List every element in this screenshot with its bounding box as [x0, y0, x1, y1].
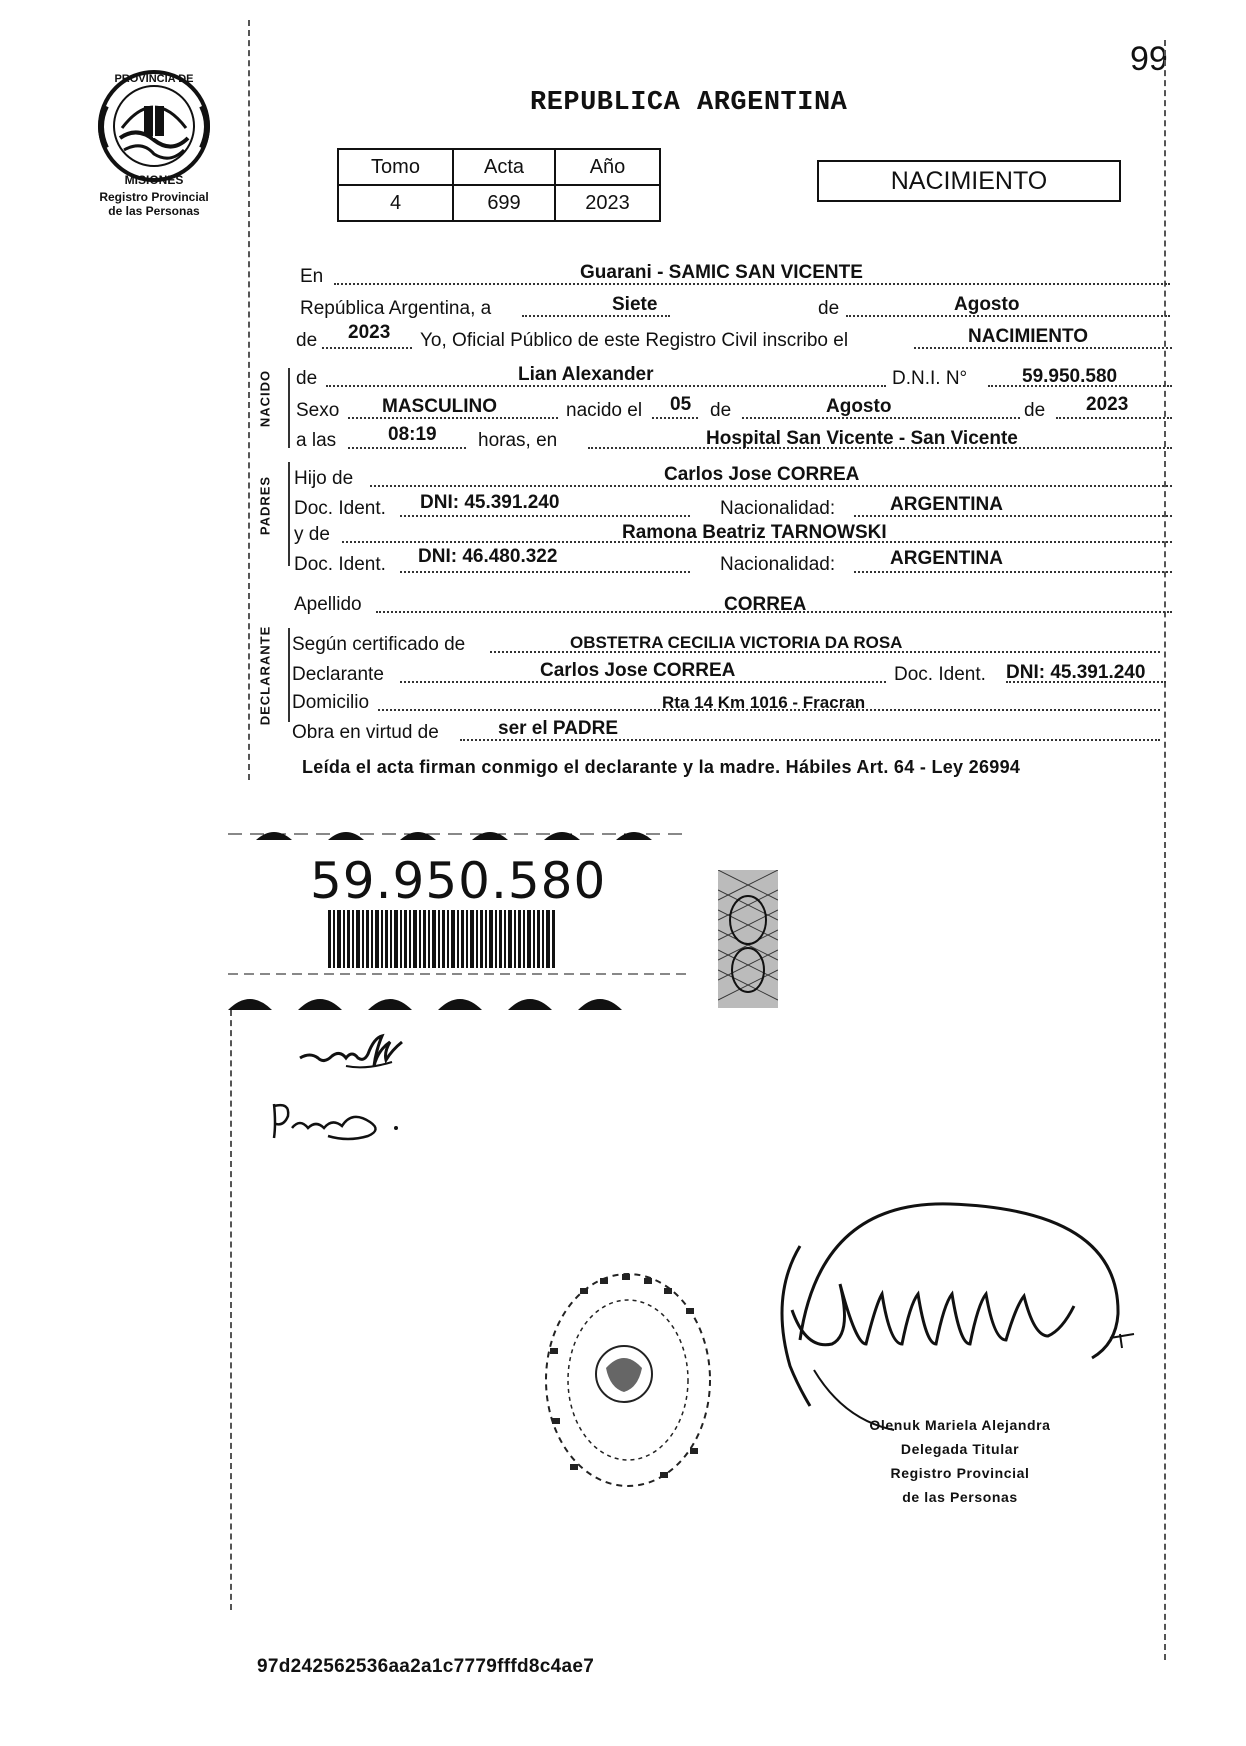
en-label: En — [300, 266, 324, 287]
page-number: 99 — [1130, 40, 1168, 78]
row-apellido — [294, 592, 1172, 618]
document-hash-code: 97d242562536aa2a1c7779fffd8c4ae7 — [257, 1656, 595, 1677]
legal-note: Leída el acta firman conmigo el declarante y la madre. Hábiles Art. 64 - Ley 26994 — [302, 757, 1021, 777]
nac-de-label: de — [710, 400, 732, 421]
section-label-padres: PADRES — [257, 475, 273, 536]
declarante-value: Carlos Jose CORREA — [540, 660, 736, 681]
official-name: Olenuk Mariela Alejandra — [869, 1417, 1051, 1433]
logo-caption-line-1: Registro Provincial — [99, 190, 209, 204]
logo-caption-line-2: de las Personas — [108, 204, 200, 218]
father-signature — [296, 1024, 416, 1084]
padre-doc-label: Doc. Ident. — [294, 498, 386, 519]
hijo-de-label: Hijo de — [294, 468, 354, 489]
row-declarante — [292, 662, 1172, 688]
madre-nacionalidad-value: ARGENTINA — [890, 548, 1003, 569]
madre-nombre-value: Ramona Beatriz TARNOWSKI — [622, 522, 887, 543]
acta-table — [337, 148, 661, 222]
declarante-doc-label: Doc. Ident. — [894, 664, 986, 685]
anio-header: Año — [555, 149, 660, 185]
mes-value: Agosto — [954, 294, 1020, 315]
mother-signature — [268, 1094, 408, 1144]
left-margin-line-lower — [230, 1010, 232, 1610]
row-certificado — [292, 632, 1160, 658]
row-madre-doc — [294, 546, 1172, 578]
domicilio-label: Domicilio — [292, 692, 370, 713]
nacido-divider — [288, 368, 290, 448]
sexo-value: MASCULINO — [382, 396, 498, 417]
tipo-inscripcion-value: NACIMIENTO — [968, 326, 1088, 347]
tomo-value: 4 — [338, 185, 453, 221]
section-label-declarante: DECLARANTE — [257, 625, 273, 726]
certificado-label: Según certificado de — [292, 634, 466, 655]
nac-mes-value: Agosto — [826, 396, 892, 417]
anio-inscripcion-value: 2023 — [348, 322, 391, 343]
nac-de2-label: de — [1024, 400, 1046, 421]
nac-anio-value: 2023 — [1086, 394, 1129, 415]
svg-text:PROVINCIA DE: PROVINCIA DE — [114, 73, 194, 85]
logo-caption — [80, 190, 228, 218]
obra-label: Obra en virtud de — [292, 722, 439, 743]
declarante-doc-value: DNI: 45.391.240 — [1006, 662, 1146, 683]
declarante-divider — [288, 628, 290, 722]
padre-nombre-value: Carlos Jose CORREA — [664, 464, 860, 485]
republica-label: República Argentina, a — [300, 298, 492, 319]
madre-nacionalidad-label: Nacionalidad: — [720, 554, 836, 575]
padre-nacionalidad-label: Nacionalidad: — [720, 498, 836, 519]
row-sexo — [296, 394, 1172, 424]
horas-en-label: horas, en — [478, 430, 558, 451]
certificado-value: OBSTETRA CECILIA VICTORIA DA ROSA — [570, 633, 903, 652]
inscribo-label: Yo, Oficial Público de este Registro Civil inscribo el — [420, 330, 849, 351]
official-signature — [730, 1190, 1150, 1440]
row-nombre — [296, 366, 1172, 392]
acta-table-header-row — [338, 149, 660, 185]
hora-value: 08:19 — [388, 424, 437, 445]
madre-doc-value: DNI: 46.480.322 — [418, 546, 558, 567]
sexo-label: Sexo — [296, 400, 340, 421]
row-obra — [292, 720, 1160, 746]
lugar-nacimiento-value: Hospital San Vicente - San Vicente — [706, 428, 1018, 449]
declarante-label: Declarante — [292, 664, 384, 685]
dni-label: D.N.I. N° — [892, 368, 968, 389]
official-org-line-1: Registro Provincial — [890, 1465, 1030, 1481]
row-domicilio — [292, 690, 1160, 716]
row-fecha — [300, 296, 1170, 322]
de2-label: de — [296, 330, 318, 351]
row-hora — [296, 424, 1172, 454]
nombre-label: de — [296, 368, 318, 389]
acta-value: 699 — [453, 185, 555, 221]
madre-doc-label: Doc. Ident. — [294, 554, 386, 575]
row-en — [300, 264, 1170, 290]
registro-provincial-logo — [92, 66, 217, 191]
nac-dia-value: 05 — [670, 394, 692, 415]
hologram-seal — [718, 870, 778, 1008]
en-value: Guarani - SAMIC SAN VICENTE — [580, 262, 863, 283]
apellido-value: CORREA — [724, 594, 807, 615]
tomo-header: Tomo — [338, 149, 453, 185]
left-margin-line — [248, 20, 250, 780]
obra-value: ser el PADRE — [498, 718, 619, 739]
country-title: REPUBLICA ARGENTINA — [530, 88, 848, 118]
hora-label: a las — [296, 430, 337, 451]
row-inscripcion — [296, 322, 1172, 354]
row-padre — [294, 466, 1172, 492]
padre-doc-value: DNI: 45.391.240 — [420, 492, 560, 513]
acta-header: Acta — [453, 149, 555, 185]
official-stamp — [540, 1268, 716, 1492]
row-padre-doc — [294, 492, 1172, 522]
anio-value: 2023 — [555, 185, 660, 221]
section-label-nacido: NACIDO — [257, 369, 273, 428]
de-label: de — [818, 298, 840, 319]
official-role: Delegada Titular — [900, 1441, 1020, 1457]
doc-type-box: NACIMIENTO — [817, 160, 1121, 202]
nacido-el-label: nacido el — [566, 400, 643, 421]
official-org-line-2: de las Personas — [902, 1489, 1018, 1505]
domicilio-value: Rta 14 Km 1016 - Fracran — [662, 693, 866, 712]
apellido-label: Apellido — [294, 594, 362, 615]
acta-table-value-row — [338, 185, 660, 221]
padres-divider — [288, 462, 290, 566]
dni-large-number: 59.950.580 — [310, 852, 607, 910]
padre-nacionalidad-value: ARGENTINA — [890, 494, 1003, 515]
dni-value: 59.950.580 — [1022, 366, 1118, 387]
svg-text:MISIONES: MISIONES — [124, 173, 184, 187]
dia-value: Siete — [612, 294, 658, 315]
nombre-value: Lian Alexander — [518, 364, 654, 385]
barcode — [328, 910, 556, 968]
y-de-label: y de — [294, 524, 330, 545]
official-signature-block — [830, 1413, 1090, 1509]
